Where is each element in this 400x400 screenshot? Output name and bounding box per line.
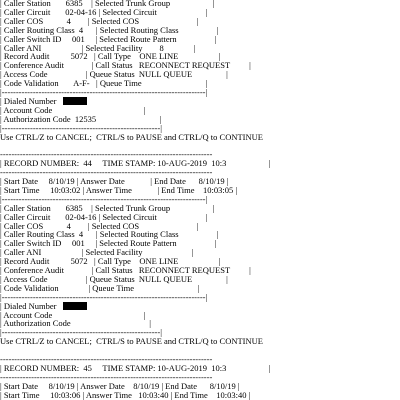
log-line-text: | Authorization Code | — [0, 318, 151, 329]
log-line-text: | Caller ANI | Selected Facility | — [0, 247, 194, 258]
log-line-text: | Code Validation A-F- | Queue Time | — [0, 78, 208, 89]
log-line-text: | Start Time 10:03:02 | Answer Time | End Time 10:03:05 | — [0, 184, 238, 195]
log-line-text: | Caller Station 6385 | Selected Trunk Group | — [0, 202, 215, 213]
log-line-text: Use CTRL/Z to CANCEL; CTRL/S to PAUSE and CTRL/Q to CONTINUE — [0, 131, 263, 142]
log-line-text: --------------------------------------------------------------------------- — [0, 167, 213, 178]
log-line-text: | Caller Circuit 02-04-16 | Selected Circuit | — [0, 211, 208, 222]
log-line-text: | Caller Switch ID 001 | Selected Route Pattern | — [0, 33, 217, 44]
log-line-text: | Dialed Number — [0, 95, 59, 106]
log-line-text: |--------------------------------------------------------| — [0, 122, 162, 133]
log-line-text: | RECORD NUMBER: 44 TIME STAMP: 10-AUG-2019 10:3 | — [0, 158, 271, 169]
log-line-text: | Caller Circuit 02-04-16 | Selected Circuit | — [0, 6, 208, 17]
log-line-text: | Access Code | Queue Status NULL QUEUE | — [0, 69, 228, 80]
log-line-text: | Conference Audit | Call Status RECONNECT REQUEST | — [0, 60, 251, 71]
log-line-text: | Dialed Number — [0, 300, 59, 311]
log-line-text: --------------------------------------------------------------------------- — [0, 354, 213, 364]
log-line-text: | RECORD NUMBER: 45 TIME STAMP: 10-AUG-2019 10:3 | — [0, 362, 271, 373]
log-line-text: | Record Audit 5072 | Call Type ONE LINE | — [0, 51, 221, 62]
log-line-text: |------------------------------------------------------------------------| — [0, 193, 208, 204]
log-line-text: | Account Code | — [0, 104, 146, 115]
log-line-text: | Start Time 10:03:06 | Answer Time 10:03:40 | End Time 10:03:40 | — [0, 389, 251, 400]
log-line-text: | Record Audit 5072 | Call Type ONE LINE | — [0, 256, 221, 267]
log-line-text: | Caller ANI | Selected Facility 8 | — [0, 42, 196, 53]
log-line-text: --------------------------------------------------------------------------- — [0, 149, 213, 160]
redaction-block — [63, 302, 87, 310]
log-line-text: | Conference Audit | Call Status RECONNECT REQUEST | — [0, 265, 251, 275]
redaction-block — [63, 97, 87, 105]
log-line-text: |------------------------------------------------------------------------| — [0, 291, 208, 302]
log-line-text: | Caller COS 4 | Selected COS | — [0, 220, 199, 231]
log-line-text: | Caller Routing Class 4 | Selected Routing Class | — [0, 24, 219, 35]
log-line-text: |------------------------------------------------------------------------| — [0, 87, 208, 97]
log-line-text: |--------------------------------------------------------| — [0, 327, 162, 338]
log-line-text: | Code Validation | Queue Time | — [0, 282, 200, 293]
log-line-text: | Authorization Code 12535 | — [0, 113, 162, 124]
log-line-text: | Caller COS 4 | Selected COS | — [0, 15, 199, 26]
log-line — [0, 390, 400, 400]
log-line-text: Use CTRL/Z to CANCEL; CTRL/S to PAUSE and CTRL/Q to CONTINUE — [0, 336, 263, 347]
log-line-text: | Access Code | Queue Status NULL QUEUE | — [0, 273, 228, 284]
log-line-text: | Start Date 8/10/19 | Answer Date | End Date 8/10/19 | — [0, 176, 229, 186]
log-line-text: | Account Code | — [0, 309, 146, 320]
log-line-text: | Start Date 8/10/19 | Answer Date 8/10/19 | End Date 8/10/19 | — [0, 380, 240, 391]
log-line-text: | Caller Switch ID 001 | Selected Route Pattern | — [0, 238, 217, 249]
log-line-text: | Caller Routing Class 4 | Selected Routing Class | — [0, 229, 219, 240]
log-line-text: | Caller Station 6385 | Selected Trunk Group | — [0, 0, 215, 8]
log-line-text: --------------------------------------------------------------------------- — [0, 371, 213, 382]
